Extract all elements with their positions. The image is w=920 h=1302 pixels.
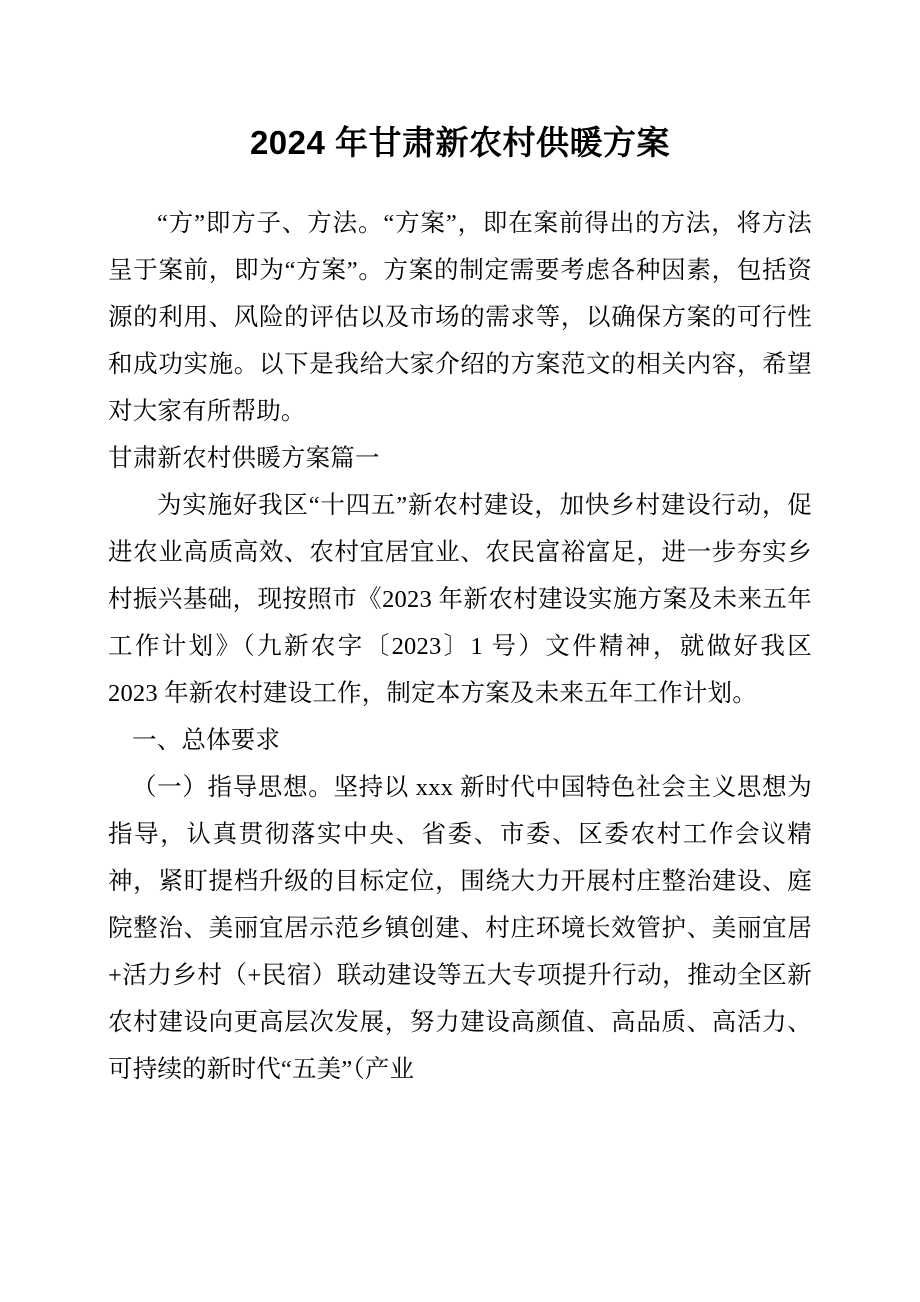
page-title: 2024 年甘肃新农村供暖方案 bbox=[249, 124, 671, 161]
body-paragraph-2: （一）指导思想。坚持以 xxx 新时代中国特色社会主义思想为指导，认真贯彻落实中央、省委、市委、区委农村工作会议精神，紧盯提档升级的目标定位，围绕大力开展村庄整治建设、庭院整治、美丽宜居示范乡镇创建、村庄环境长效管护、美丽宜居+活力乡村（+民宿）联动建设等五大专项提升行动，推动全区新农村建设向更高层次发展，努力建设高颜值、高品质、高活力、可持续的新时代“五美”（产业 bbox=[108, 774, 812, 1083]
body-paragraph-1: 为实施好我区“十四五”新农村建设，加快乡村建设行动，促进农业高质高效、农村宜居宜业、农民富裕富足，进一步夯实乡村振兴基础，现按照市《2023 年新农村建设实施方案及未来五年工作计划》（九新农字〔2023〕1 号）文件精神，就做好我区 2023 年新农村建设工作，制定本方案及未来五年工作计划。 bbox=[108, 492, 812, 707]
heading-overall-requirements: 一、总体要求 bbox=[132, 727, 281, 754]
intro-paragraph: “方”即方子、方法。“方案”，即在案前得出的方法，将方法呈于案前，即为“方案”。方案的制定需要考虑各种因素，包括资源的利用、风险的评估以及市场的需求等，以确保方案的可行性和成功实施。以下是我给大家介绍的方案范文的相关内容，希望对大家有所帮助。 bbox=[108, 210, 812, 425]
section-heading-part-one: 甘肃新农村供暖方案篇一 bbox=[108, 445, 380, 472]
